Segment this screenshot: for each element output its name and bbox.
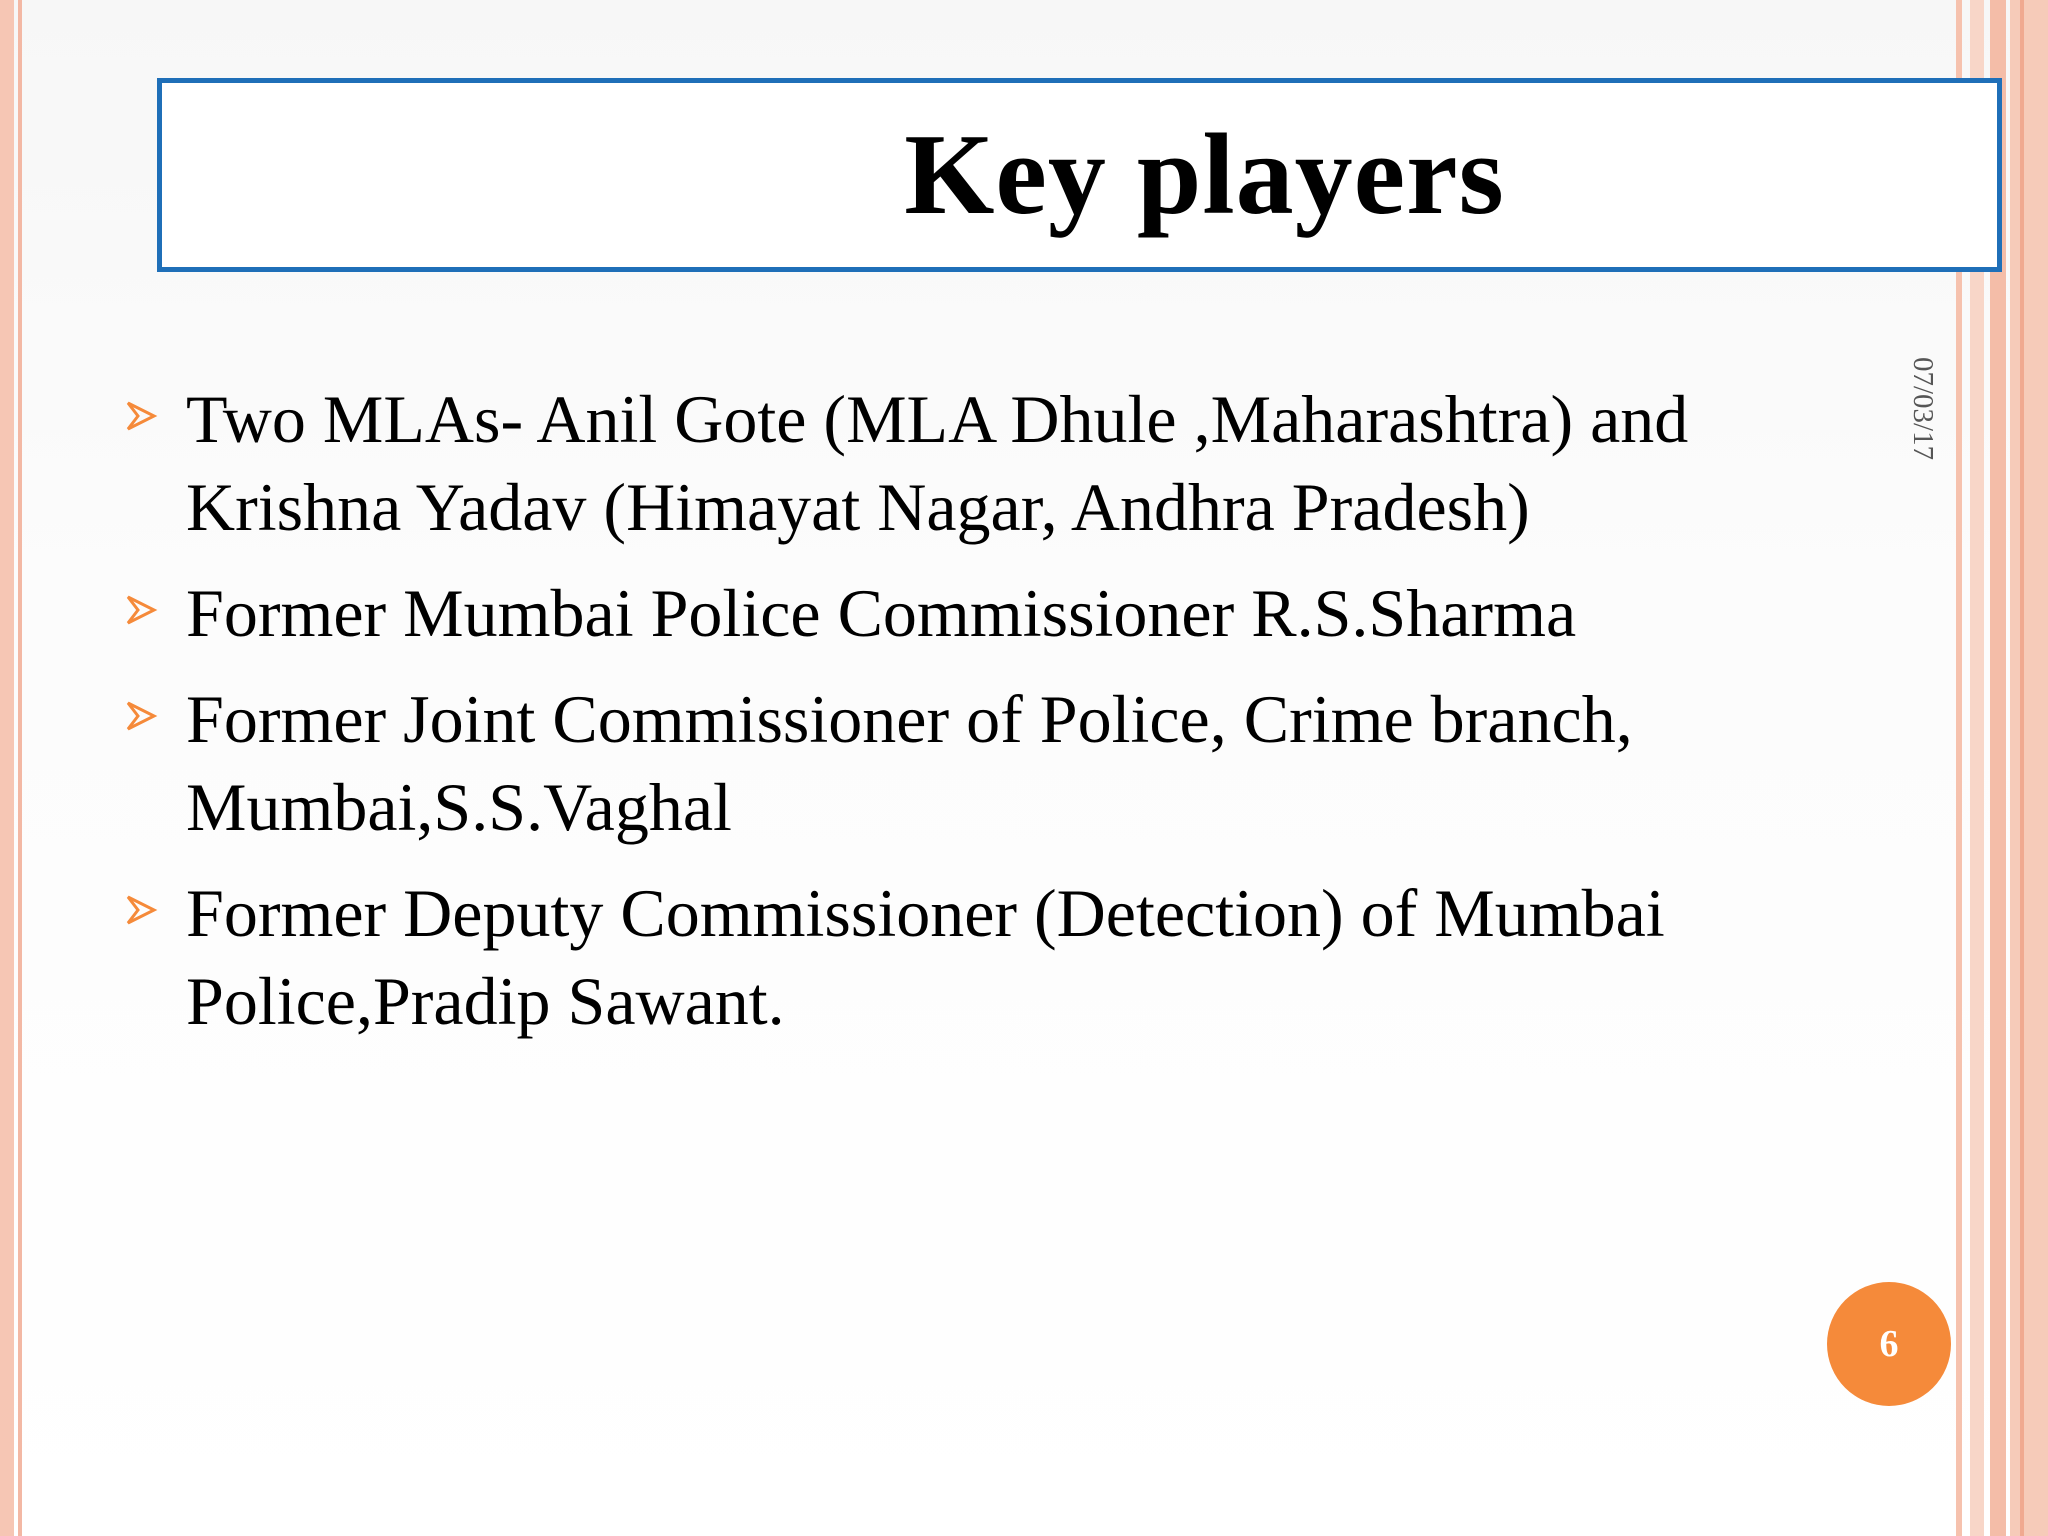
arrowhead-icon [124,593,158,627]
title-box [157,78,2002,272]
right-decorative-stripe [2020,0,2024,1536]
left-decorative-stripe [0,0,14,1536]
arrowhead-icon [124,699,158,733]
page-number-badge: 6 [1827,1282,1951,1406]
bullet-list [124,375,1744,1063]
bullet-text: Former Mumbai Police Commissioner R.S.Sharma [186,575,1577,651]
bullet-text: Former Deputy Commissioner (Detection) of Mumbai Police,Pradip Sawant. [186,875,1665,1039]
bullet-text: Two MLAs- Anil Gote (MLA Dhule ,Maharashtra) and Krishna Yadav (Himayat Nagar, Andhra Pradesh) [186,381,1689,545]
arrowhead-icon [124,893,158,927]
left-decorative-stripe [18,0,22,1536]
bullet-item [124,869,1744,1045]
right-decorative-stripe [2010,0,2048,1536]
slide-date: 07/03/17 [1907,357,1939,461]
arrowhead-icon [124,399,158,433]
bullet-item [124,375,1744,551]
bullet-item [124,569,1744,657]
bullet-item [124,675,1744,851]
slide-title: Key players [904,110,1505,239]
bullet-text: Former Joint Commissioner of Police, Crime branch, Mumbai,S.S.Vaghal [186,681,1633,845]
